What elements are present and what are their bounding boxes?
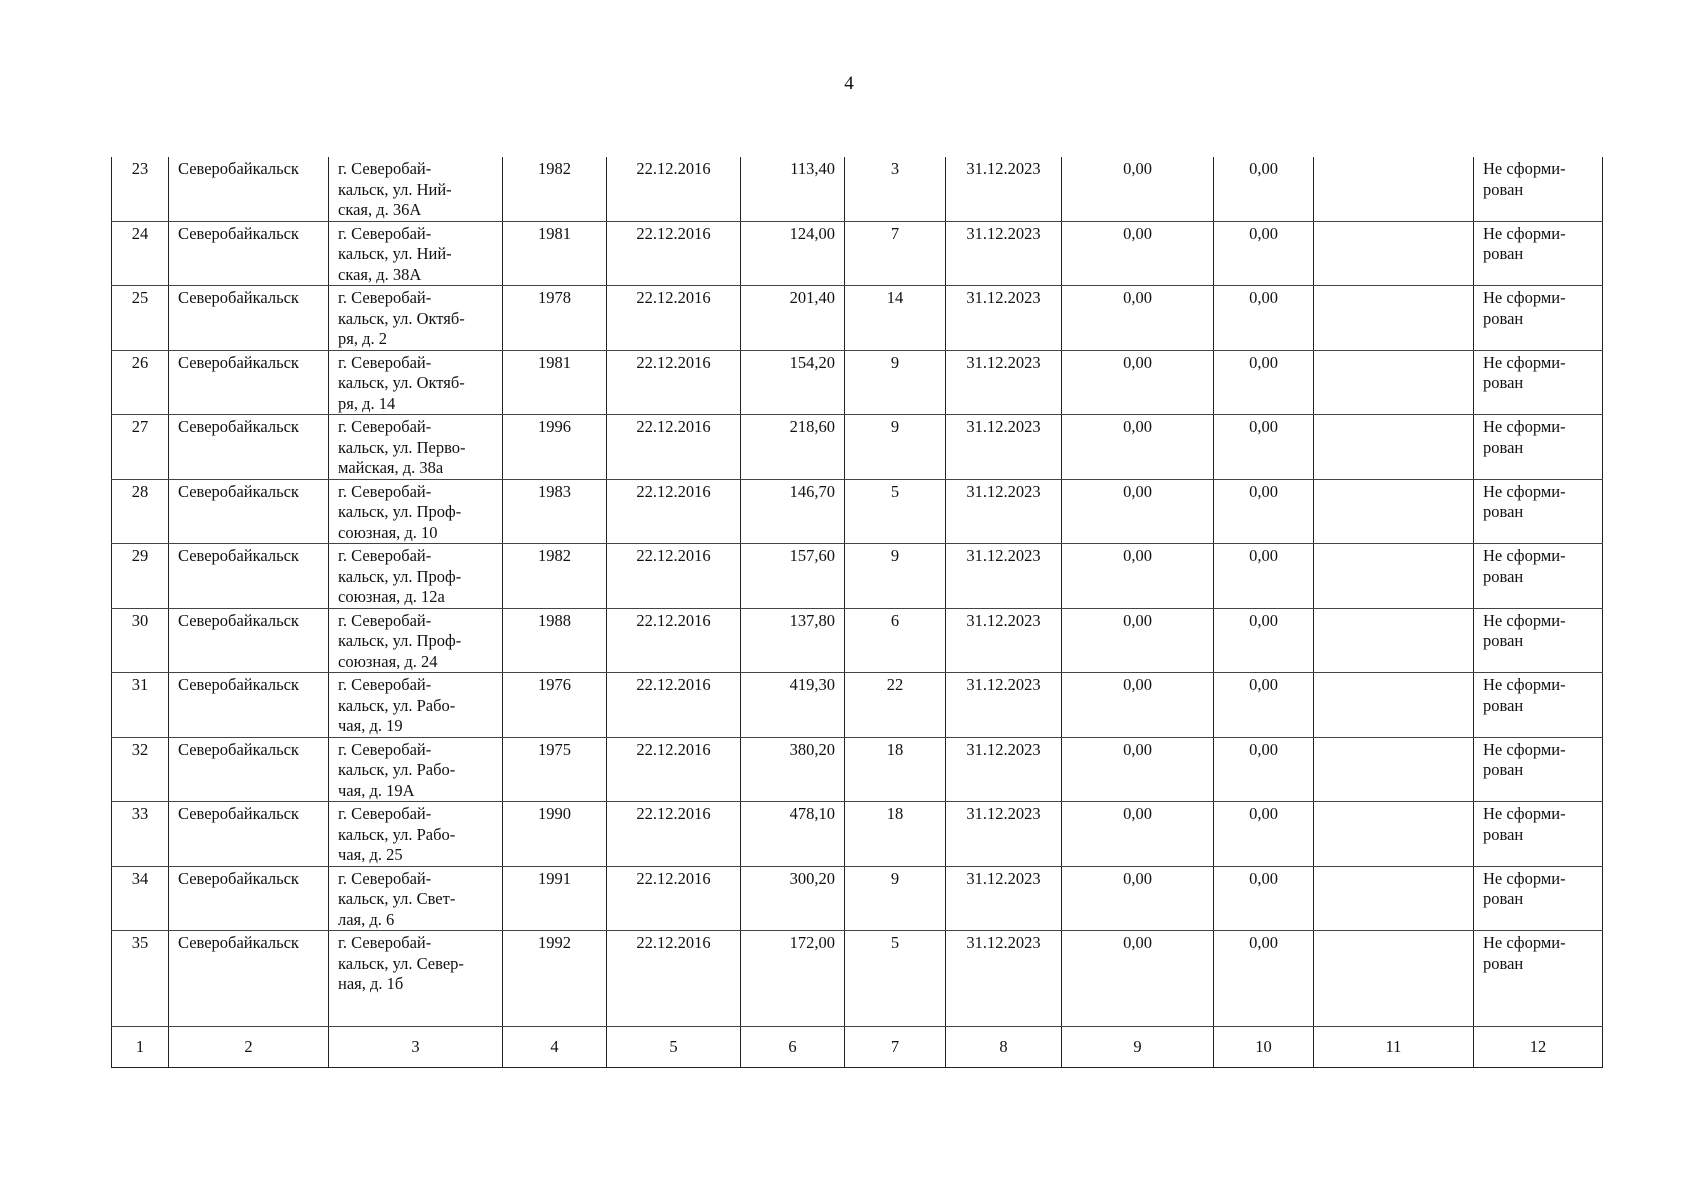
date-cell: 22.12.2016 — [607, 157, 741, 221]
city-cell: Северобайкальск — [169, 350, 329, 415]
city-cell: Северобайкальск — [169, 157, 329, 221]
value-col10-cell: 0,00 — [1214, 737, 1314, 802]
date-cell: 22.12.2016 — [607, 286, 741, 351]
status-cell: Не сформи- рован — [1474, 157, 1603, 221]
city-cell: Северобайкальск — [169, 931, 329, 1027]
area-cell: 478,10 — [741, 802, 845, 867]
area-cell: 154,20 — [741, 350, 845, 415]
area-cell: 380,20 — [741, 737, 845, 802]
city-cell: Северобайкальск — [169, 479, 329, 544]
value-col10-cell: 0,00 — [1214, 286, 1314, 351]
value-col9-cell: 0,00 — [1062, 866, 1214, 931]
count-cell: 5 — [845, 479, 946, 544]
count-cell: 18 — [845, 802, 946, 867]
value-col11-cell — [1314, 415, 1474, 480]
column-number-cell: 4 — [503, 1027, 607, 1068]
table-row — [112, 544, 1603, 609]
row-number-cell: 26 — [112, 350, 169, 415]
status-cell: Не сформи- рован — [1474, 479, 1603, 544]
year-cell: 1996 — [503, 415, 607, 480]
status-cell: Не сформи- рован — [1474, 737, 1603, 802]
row-number-cell: 25 — [112, 286, 169, 351]
area-cell: 124,00 — [741, 221, 845, 286]
status-cell: Не сформи- рован — [1474, 931, 1603, 1027]
row-number-cell: 32 — [112, 737, 169, 802]
year-cell: 1983 — [503, 479, 607, 544]
table-row — [112, 415, 1603, 480]
year-cell: 1978 — [503, 286, 607, 351]
column-number-cell: 8 — [946, 1027, 1062, 1068]
value-col11-cell — [1314, 350, 1474, 415]
year-cell: 1990 — [503, 802, 607, 867]
value-col11-cell — [1314, 673, 1474, 738]
year-cell: 1976 — [503, 673, 607, 738]
status-cell: Не сформи- рован — [1474, 350, 1603, 415]
area-cell: 201,40 — [741, 286, 845, 351]
column-number-cell: 7 — [845, 1027, 946, 1068]
row-number-cell: 34 — [112, 866, 169, 931]
area-cell: 137,80 — [741, 608, 845, 673]
deadline-cell: 31.12.2023 — [946, 608, 1062, 673]
year-cell: 1975 — [503, 737, 607, 802]
city-cell: Северобайкальск — [169, 415, 329, 480]
status-cell: Не сформи- рован — [1474, 544, 1603, 609]
status-cell: Не сформи- рован — [1474, 221, 1603, 286]
date-cell: 22.12.2016 — [607, 737, 741, 802]
table-row — [112, 221, 1603, 286]
column-number-cell: 10 — [1214, 1027, 1314, 1068]
deadline-cell: 31.12.2023 — [946, 157, 1062, 221]
value-col11-cell — [1314, 737, 1474, 802]
city-cell: Северобайкальск — [169, 673, 329, 738]
column-numbers-row — [112, 1027, 1603, 1068]
year-cell: 1988 — [503, 608, 607, 673]
status-cell: Не сформи- рован — [1474, 673, 1603, 738]
value-col11-cell — [1314, 479, 1474, 544]
status-cell: Не сформи- рован — [1474, 802, 1603, 867]
value-col10-cell: 0,00 — [1214, 350, 1314, 415]
area-cell: 172,00 — [741, 931, 845, 1027]
value-col9-cell: 0,00 — [1062, 737, 1214, 802]
area-cell: 146,70 — [741, 479, 845, 544]
value-col11-cell — [1314, 931, 1474, 1027]
value-col9-cell: 0,00 — [1062, 157, 1214, 221]
address-cell: г. Северобай- кальск, ул. Рабо- чая, д. 19 — [329, 673, 503, 738]
count-cell: 3 — [845, 157, 946, 221]
value-col10-cell: 0,00 — [1214, 479, 1314, 544]
value-col10-cell: 0,00 — [1214, 157, 1314, 221]
date-cell: 22.12.2016 — [607, 866, 741, 931]
row-number-cell: 30 — [112, 608, 169, 673]
table-row — [112, 673, 1603, 738]
value-col10-cell: 0,00 — [1214, 221, 1314, 286]
column-number-cell: 6 — [741, 1027, 845, 1068]
date-cell: 22.12.2016 — [607, 673, 741, 738]
address-cell: г. Северобай- кальск, ул. Рабо- чая, д. 25 — [329, 802, 503, 867]
column-number-cell: 11 — [1314, 1027, 1474, 1068]
status-cell: Не сформи- рован — [1474, 608, 1603, 673]
value-col9-cell: 0,00 — [1062, 415, 1214, 480]
table-row — [112, 157, 1603, 221]
value-col10-cell: 0,00 — [1214, 544, 1314, 609]
table-row — [112, 737, 1603, 802]
row-number-cell: 28 — [112, 479, 169, 544]
year-cell: 1991 — [503, 866, 607, 931]
value-col11-cell — [1314, 544, 1474, 609]
column-number-cell: 9 — [1062, 1027, 1214, 1068]
value-col9-cell: 0,00 — [1062, 479, 1214, 544]
deadline-cell: 31.12.2023 — [946, 866, 1062, 931]
deadline-cell: 31.12.2023 — [946, 544, 1062, 609]
column-number-cell: 12 — [1474, 1027, 1603, 1068]
value-col9-cell: 0,00 — [1062, 544, 1214, 609]
column-number-cell: 1 — [112, 1027, 169, 1068]
city-cell: Северобайкальск — [169, 544, 329, 609]
city-cell: Северобайкальск — [169, 737, 329, 802]
city-cell: Северобайкальск — [169, 802, 329, 867]
date-cell: 22.12.2016 — [607, 608, 741, 673]
city-cell: Северобайкальск — [169, 608, 329, 673]
table-row — [112, 802, 1603, 867]
address-cell: г. Северобай- кальск, ул. Октяб- ря, д. 14 — [329, 350, 503, 415]
date-cell: 22.12.2016 — [607, 415, 741, 480]
city-cell: Северобайкальск — [169, 286, 329, 351]
area-cell: 300,20 — [741, 866, 845, 931]
year-cell: 1982 — [503, 157, 607, 221]
row-number-cell: 23 — [112, 157, 169, 221]
count-cell: 18 — [845, 737, 946, 802]
row-number-cell: 33 — [112, 802, 169, 867]
deadline-cell: 31.12.2023 — [946, 802, 1062, 867]
city-cell: Северобайкальск — [169, 866, 329, 931]
value-col11-cell — [1314, 608, 1474, 673]
deadline-cell: 31.12.2023 — [946, 737, 1062, 802]
count-cell: 14 — [845, 286, 946, 351]
value-col10-cell: 0,00 — [1214, 673, 1314, 738]
count-cell: 6 — [845, 608, 946, 673]
date-cell: 22.12.2016 — [607, 544, 741, 609]
city-cell: Северобайкальск — [169, 221, 329, 286]
row-number-cell: 27 — [112, 415, 169, 480]
count-cell: 9 — [845, 415, 946, 480]
count-cell: 5 — [845, 931, 946, 1027]
address-cell: г. Северобай- кальск, ул. Перво- майская, д. 38а — [329, 415, 503, 480]
area-cell: 218,60 — [741, 415, 845, 480]
year-cell: 1992 — [503, 931, 607, 1027]
value-col11-cell — [1314, 221, 1474, 286]
value-col10-cell: 0,00 — [1214, 608, 1314, 673]
value-col9-cell: 0,00 — [1062, 286, 1214, 351]
table-row — [112, 608, 1603, 673]
column-number-cell: 3 — [329, 1027, 503, 1068]
value-col9-cell: 0,00 — [1062, 608, 1214, 673]
year-cell: 1981 — [503, 221, 607, 286]
count-cell: 7 — [845, 221, 946, 286]
value-col9-cell: 0,00 — [1062, 673, 1214, 738]
value-col11-cell — [1314, 286, 1474, 351]
address-cell: г. Северобай- кальск, ул. Проф- союзная, д. 12а — [329, 544, 503, 609]
table-row — [112, 866, 1603, 931]
address-cell: г. Северобай- кальск, ул. Рабо- чая, д. 19А — [329, 737, 503, 802]
address-cell: г. Северобай- кальск, ул. Проф- союзная, д. 10 — [329, 479, 503, 544]
value-col9-cell: 0,00 — [1062, 221, 1214, 286]
column-number-cell: 2 — [169, 1027, 329, 1068]
row-number-cell: 31 — [112, 673, 169, 738]
area-cell: 157,60 — [741, 544, 845, 609]
deadline-cell: 31.12.2023 — [946, 931, 1062, 1027]
value-col10-cell: 0,00 — [1214, 931, 1314, 1027]
row-number-cell: 24 — [112, 221, 169, 286]
deadline-cell: 31.12.2023 — [946, 673, 1062, 738]
address-cell: г. Северобай- кальск, ул. Свет- лая, д. 6 — [329, 866, 503, 931]
date-cell: 22.12.2016 — [607, 479, 741, 544]
table-row — [112, 931, 1603, 1027]
value-col11-cell — [1314, 866, 1474, 931]
count-cell: 9 — [845, 544, 946, 609]
address-cell: г. Северобай- кальск, ул. Ний- ская, д. 36А — [329, 157, 503, 221]
date-cell: 22.12.2016 — [607, 350, 741, 415]
address-cell: г. Северобай- кальск, ул. Проф- союзная, д. 24 — [329, 608, 503, 673]
row-number-cell: 29 — [112, 544, 169, 609]
deadline-cell: 31.12.2023 — [946, 479, 1062, 544]
status-cell: Не сформи- рован — [1474, 415, 1603, 480]
deadline-cell: 31.12.2023 — [946, 415, 1062, 480]
status-cell: Не сформи- рован — [1474, 866, 1603, 931]
page-number: 4 — [844, 73, 854, 94]
count-cell: 9 — [845, 350, 946, 415]
value-col10-cell: 0,00 — [1214, 415, 1314, 480]
date-cell: 22.12.2016 — [607, 221, 741, 286]
date-cell: 22.12.2016 — [607, 802, 741, 867]
row-number-cell: 35 — [112, 931, 169, 1027]
value-col11-cell — [1314, 157, 1474, 221]
table-row — [112, 286, 1603, 351]
value-col10-cell: 0,00 — [1214, 866, 1314, 931]
count-cell: 22 — [845, 673, 946, 738]
date-cell: 22.12.2016 — [607, 931, 741, 1027]
value-col9-cell: 0,00 — [1062, 350, 1214, 415]
table-body — [112, 157, 1603, 1027]
deadline-cell: 31.12.2023 — [946, 221, 1062, 286]
column-number-cell: 5 — [607, 1027, 741, 1068]
deadline-cell: 31.12.2023 — [946, 350, 1062, 415]
year-cell: 1982 — [503, 544, 607, 609]
address-cell: г. Северобай- кальск, ул. Ний- ская, д. 38А — [329, 221, 503, 286]
count-cell: 9 — [845, 866, 946, 931]
table-row — [112, 350, 1603, 415]
value-col9-cell: 0,00 — [1062, 802, 1214, 867]
deadline-cell: 31.12.2023 — [946, 286, 1062, 351]
year-cell: 1981 — [503, 350, 607, 415]
address-cell: г. Северобай- кальск, ул. Октяб- ря, д. 2 — [329, 286, 503, 351]
table-row — [112, 479, 1603, 544]
value-col9-cell: 0,00 — [1062, 931, 1214, 1027]
value-col11-cell — [1314, 802, 1474, 867]
address-cell: г. Северобай- кальск, ул. Север- ная, д. 1б — [329, 931, 503, 1027]
value-col10-cell: 0,00 — [1214, 802, 1314, 867]
area-cell: 113,40 — [741, 157, 845, 221]
area-cell: 419,30 — [741, 673, 845, 738]
buildings-table — [111, 157, 1603, 1068]
status-cell: Не сформи- рован — [1474, 286, 1603, 351]
